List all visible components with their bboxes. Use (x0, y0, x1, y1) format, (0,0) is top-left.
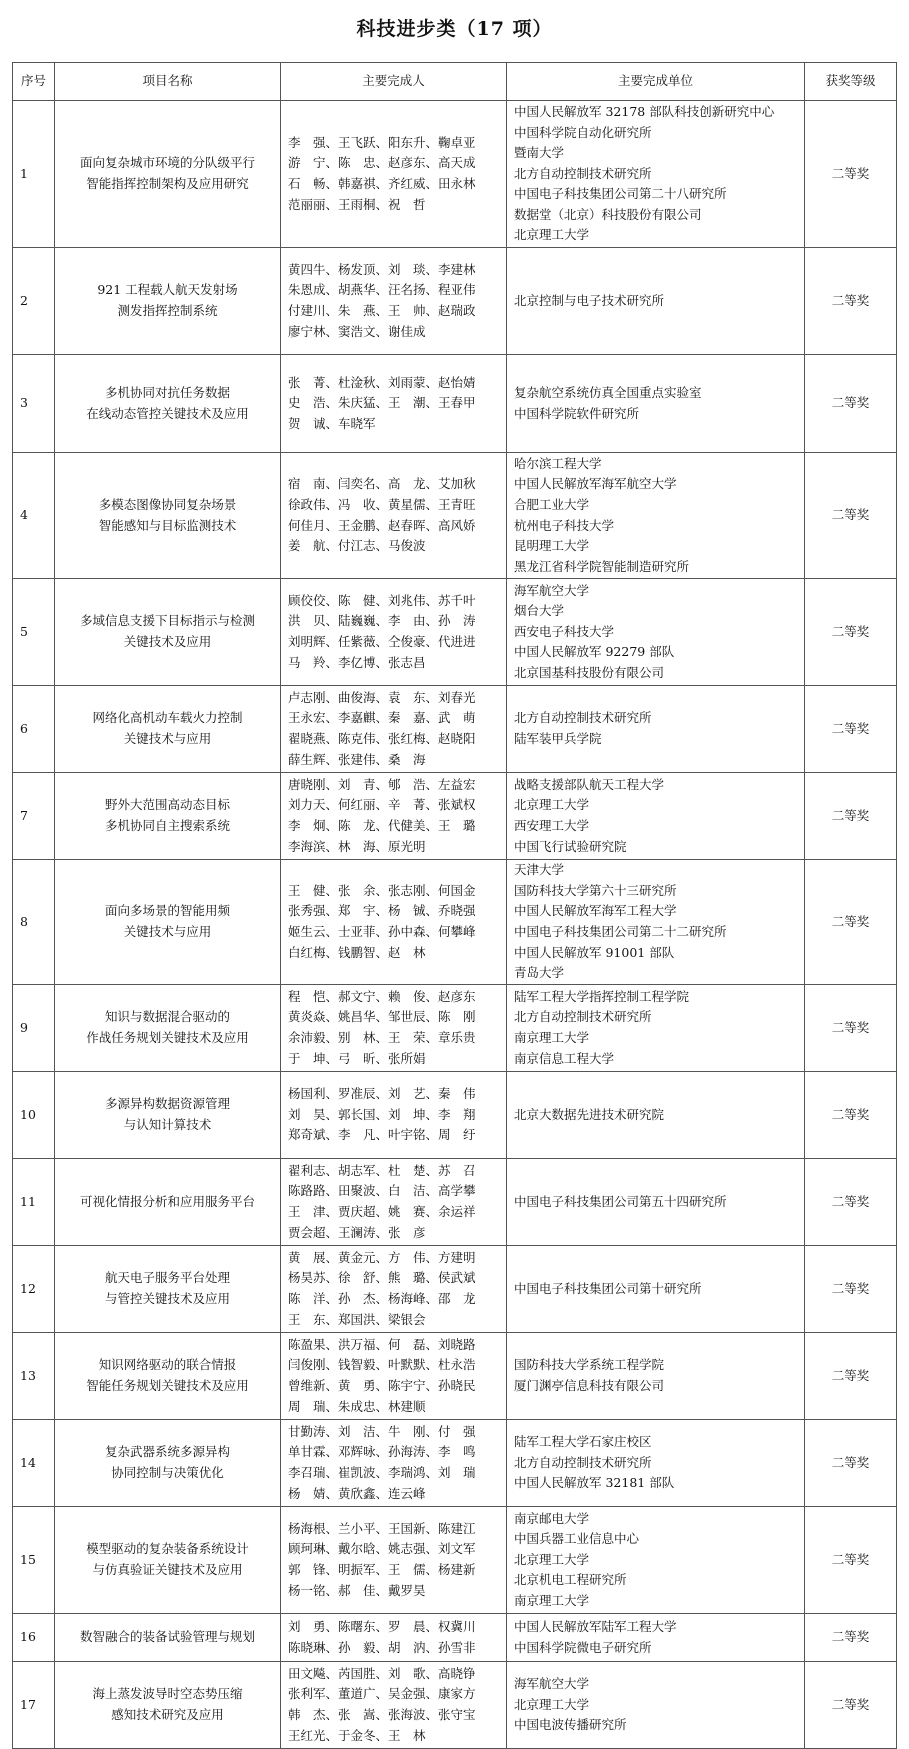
project-name-line: 测发指挥控制系统 (117, 303, 218, 318)
project-name (55, 101, 281, 248)
unit-line: 海军航空大学 (514, 1676, 590, 1692)
unit-line: 陆军工程大学指挥控制工程学院 (514, 988, 690, 1004)
project-name-line: 可视化情报分析和应用服务平台 (79, 1193, 255, 1209)
completers-line: 单甘霖、邓辉咏、孙海涛、李 鸣 (288, 1444, 476, 1460)
completers-line: 唐晓刚、刘 青、郇 浩、左益宏 (288, 776, 476, 792)
completers-line: 黄炎焱、姚昌华、邹世辰、陈 刚 (288, 1009, 476, 1025)
table-row (13, 1662, 897, 1749)
unit-line: 青岛大学 (514, 965, 565, 981)
award-level: 二等奖 (805, 1246, 897, 1333)
completers-line: 杨 婧、黄欣鑫、连云峰 (288, 1485, 426, 1501)
completers-line: 杨一铭、郝 佳、戴罗昊 (288, 1582, 426, 1598)
unit-line: 北京机电工程研究所 (514, 1572, 627, 1588)
project-name (55, 1614, 281, 1662)
completers-line: 王 津、贾庆超、姚 赛、余运祥 (288, 1204, 476, 1219)
unit-line: 中国科学院自动化研究所 (514, 124, 652, 140)
project-name-line: 多机协同对抗任务数据 (104, 384, 230, 400)
units (507, 1072, 805, 1159)
unit-line: 国防科技大学第六十三研究所 (514, 882, 677, 898)
completers-line: 贾会超、王澜涛、张 彦 (288, 1224, 426, 1240)
unit-line: 中国电子科技集团公司第二十二研究所 (514, 924, 727, 939)
completers-line: 田文飚、芮国胜、刘 歌、高晓铮 (288, 1665, 476, 1681)
award-level: 二等奖 (805, 1333, 897, 1420)
completers (281, 1614, 507, 1662)
completers-line: 白红梅、钱鹏智、赵 林 (288, 944, 426, 960)
completers-line: 王永宏、李嘉麒、秦 嘉、武 萌 (288, 710, 476, 726)
units (507, 1420, 805, 1507)
award-level: 二等奖 (805, 985, 897, 1072)
completers-line: 陈盈果、洪万福、何 磊、刘晓路 (288, 1336, 476, 1352)
table-row (13, 1614, 897, 1662)
award-level: 二等奖 (805, 1420, 897, 1507)
project-name-line: 关键技术与应用 (123, 924, 212, 939)
completers-line: 余沛毅、别 林、王 荣、章乐贵 (288, 1030, 476, 1045)
row-number: 17 (13, 1662, 55, 1749)
completers-line: 陈路路、田聚波、白 洁、高学攀 (288, 1183, 476, 1199)
table-row (13, 579, 897, 686)
unit-line: 中国人民解放军 32178 部队科技创新研究中心 (514, 103, 775, 119)
award-level: 二等奖 (805, 355, 897, 453)
header-award: 获奖等级 (805, 63, 897, 101)
units (507, 1614, 805, 1662)
row-number: 1 (13, 101, 55, 248)
unit-line: 数据堂（北京）科技股份有限公司 (514, 206, 702, 222)
units (507, 1159, 805, 1246)
units (507, 773, 805, 860)
award-level: 二等奖 (805, 1507, 897, 1614)
unit-line: 合肥工业大学 (514, 496, 590, 512)
completers-line: 史 浩、朱庆猛、王 潮、王春甲 (288, 395, 476, 411)
table-row (13, 1420, 897, 1507)
unit-line: 中国人民解放军 32181 部队 (514, 1475, 675, 1491)
completers-line: 马 羚、李亿博、张志昌 (288, 654, 426, 670)
unit-line: 南京信息工程大学 (514, 1050, 615, 1066)
unit-line: 中国科学院软件研究所 (514, 405, 640, 421)
completers (281, 579, 507, 686)
units (507, 453, 805, 579)
completers-line: 王 健、张 余、张志刚、何国金 (288, 882, 476, 898)
table-row (13, 1246, 897, 1333)
completers-line: 张利军、董道广、吴金强、康家方 (288, 1686, 476, 1702)
unit-line: 中国兵器工业信息中心 (514, 1531, 640, 1547)
unit-line: 中国电子科技集团公司第十研究所 (514, 1280, 702, 1296)
completers-line: 杨海根、兰小平、王国新、陈建江 (288, 1520, 476, 1536)
unit-line: 战略支援部队航天工程大学 (514, 776, 665, 792)
table-row (13, 101, 897, 248)
completers-line: 于 坤、弓 昕、张所娟 (288, 1050, 426, 1066)
completers-line: 郭 锋、明振军、王 儒、杨建新 (288, 1562, 476, 1577)
unit-line: 暨南大学 (514, 145, 565, 161)
project-name (55, 355, 281, 453)
row-number: 8 (13, 860, 55, 985)
completers-line: 李海滨、林 海、原光明 (288, 838, 426, 854)
unit-line: 西安理工大学 (514, 818, 590, 833)
completers-line: 徐政伟、冯 收、黄星儒、王青旺 (288, 496, 476, 512)
project-name-line: 感知技术研究及应用 (111, 1707, 224, 1722)
unit-line: 陆军工程大学石家庄校区 (514, 1434, 652, 1450)
completers-line: 李 炯、陈 龙、代健美、王 璐 (288, 818, 476, 833)
header-units: 主要完成单位 (507, 63, 805, 101)
project-name-line: 作战任务规划关键技术及应用 (86, 1030, 249, 1045)
units (507, 101, 805, 248)
unit-line: 哈尔滨工程大学 (514, 455, 602, 471)
project-name (55, 1072, 281, 1159)
page-title: 科技进步类（17 项） (356, 18, 553, 40)
header-project-name: 项目名称 (55, 63, 281, 101)
completers-line: 郑奇斌、李 凡、叶宇铭、周 纡 (288, 1127, 476, 1143)
unit-line: 北京理工大学 (514, 1696, 590, 1712)
completers-line: 刘 勇、陈曙东、罗 晨、权冀川 (288, 1618, 476, 1634)
row-number: 12 (13, 1246, 55, 1333)
project-name-line: 多源异构数据资源管理 (104, 1096, 230, 1112)
units (507, 1662, 805, 1749)
unit-line: 黑龙江省科学院智能制造研究所 (514, 558, 690, 574)
units (507, 1333, 805, 1420)
units (507, 860, 805, 985)
award-level: 二等奖 (805, 1072, 897, 1159)
project-name (55, 579, 281, 686)
completers-line: 顾珂琳、戴尔晗、姚志强、刘文军 (288, 1541, 476, 1557)
table-row (13, 773, 897, 860)
unit-line: 中国人民解放军海军航空大学 (514, 476, 677, 492)
unit-line: 北方自动控制技术研究所 (514, 165, 652, 181)
row-number: 14 (13, 1420, 55, 1507)
completers (281, 1662, 507, 1749)
project-name (55, 686, 281, 773)
award-level: 二等奖 (805, 1159, 897, 1246)
row-number: 4 (13, 453, 55, 579)
completers-line: 翟晓燕、陈克伟、张红梅、赵晓阳 (288, 731, 476, 746)
row-number: 3 (13, 355, 55, 453)
completers-line: 李 强、王飞跃、阳东升、鞠卓亚 (288, 134, 476, 150)
project-name-line: 与仿真验证关键技术及应用 (92, 1562, 243, 1577)
unit-line: 北方自动控制技术研究所 (514, 1009, 652, 1025)
project-name (55, 453, 281, 579)
completers-line: 韩 杰、张 嵩、张海波、张守宝 (288, 1707, 476, 1722)
unit-line: 中国科学院微电子研究所 (514, 1639, 652, 1655)
completers-line: 王红光、于金冬、王 林 (288, 1727, 426, 1743)
project-name-line: 复杂武器系统多源异构 (104, 1444, 230, 1460)
completers-line: 卢志刚、曲俊海、袁 东、刘春光 (288, 689, 476, 705)
completers-line: 游 宁、陈 忠、赵彦东、高天成 (288, 155, 476, 171)
row-number: 6 (13, 686, 55, 773)
award-level: 二等奖 (805, 1662, 897, 1749)
completers (281, 773, 507, 860)
project-name-line: 网络化高机动车载火力控制 (92, 710, 243, 726)
table-body (13, 101, 897, 1749)
completers (281, 248, 507, 355)
completers-line: 朱恩成、胡燕华、汪名扬、程亚伟 (288, 282, 476, 298)
completers-line: 洪 贝、陆巍巍、李 由、孙 涛 (288, 613, 476, 629)
project-name (55, 1159, 281, 1246)
project-name-line: 智能指挥控制架构及应用研究 (86, 176, 249, 191)
completers (281, 1507, 507, 1614)
completers (281, 355, 507, 453)
project-name-line: 多机协同自主搜索系统 (104, 818, 230, 833)
header-completers: 主要完成人 (281, 63, 507, 101)
project-name (55, 1507, 281, 1614)
completers-line: 李召瑞、崔凯波、李瑞鸿、刘 瑞 (288, 1465, 476, 1480)
row-number: 15 (13, 1507, 55, 1614)
award-level: 二等奖 (805, 453, 897, 579)
units (507, 985, 805, 1072)
project-name-line: 在线动态管控关键技术及应用 (86, 405, 249, 421)
completers-line: 周 瑞、朱成忠、林建顺 (288, 1398, 426, 1414)
unit-line: 天津大学 (514, 862, 565, 878)
completers-line: 付建川、朱 燕、王 帅、赵瑞政 (288, 303, 476, 318)
completers (281, 453, 507, 579)
unit-line: 中国人民解放军 92279 部队 (514, 644, 675, 660)
table-row (13, 248, 897, 355)
header-no: 序号 (13, 63, 55, 101)
project-name-line: 面向多场景的智能用频 (104, 903, 230, 919)
table-header-row (13, 63, 897, 101)
completers-line: 张秀强、郑 宇、杨 铖、乔晓强 (288, 903, 476, 919)
unit-line: 西安电子科技大学 (514, 623, 615, 639)
unit-line: 中国人民解放军陆军工程大学 (514, 1618, 677, 1634)
project-name (55, 860, 281, 985)
row-number: 9 (13, 985, 55, 1072)
completers-line: 黄四牛、杨发顶、刘 琰、李建林 (288, 261, 476, 277)
unit-line: 中国人民解放军海军工程大学 (514, 903, 677, 919)
project-name (55, 1333, 281, 1420)
completers-line: 黄 展、黄金元、方 伟、方建明 (288, 1249, 476, 1265)
completers-line: 程 恺、郝文宁、赖 俊、赵彦东 (288, 988, 476, 1004)
unit-line: 北方自动控制技术研究所 (514, 1454, 652, 1470)
completers-line: 曾维新、黄 勇、陈宇宁、孙晓民 (288, 1378, 476, 1393)
completers-line: 甘勤涛、刘 洁、牛 刚、付 强 (288, 1423, 476, 1439)
project-name-line: 野外大范围高动态目标 (104, 797, 230, 813)
row-number: 10 (13, 1072, 55, 1159)
completers-line: 翟利志、胡志军、杜 楚、苏 召 (288, 1162, 476, 1178)
project-name-line: 多域信息支援下目标指示与检测 (79, 613, 255, 629)
table-row (13, 1333, 897, 1420)
units (507, 355, 805, 453)
completers (281, 1420, 507, 1507)
project-name-line: 多模态图像协同复杂场景 (98, 496, 237, 512)
units (507, 1246, 805, 1333)
project-name-line: 航天电子服务平台处理 (104, 1270, 230, 1286)
project-name (55, 773, 281, 860)
completers-line: 范丽丽、王雨桐、祝 哲 (288, 196, 426, 212)
project-name-line: 面向复杂城市环境的分队级平行 (79, 155, 255, 171)
award-level: 二等奖 (805, 686, 897, 773)
table-row (13, 860, 897, 985)
row-number: 2 (13, 248, 55, 355)
unit-line: 南京邮电大学 (514, 1510, 590, 1526)
award-level: 二等奖 (805, 579, 897, 686)
completers (281, 985, 507, 1072)
completers-line: 王 东、郑国洪、梁银会 (288, 1311, 426, 1327)
units (507, 248, 805, 355)
unit-line: 北京理工大学 (514, 1551, 590, 1567)
completers-line: 廖宁林、窦浩文、谢佳成 (288, 323, 426, 339)
unit-line: 海军航空大学 (514, 582, 590, 598)
unit-line: 北京理工大学 (514, 797, 590, 813)
table-row (13, 985, 897, 1072)
completers-line: 张 菁、杜淦秋、刘雨蒙、赵怡婧 (288, 374, 476, 390)
completers (281, 1333, 507, 1420)
award-level: 二等奖 (805, 860, 897, 985)
completers (281, 1246, 507, 1333)
completers-line: 何佳月、王金鹏、赵春晖、高风娇 (288, 517, 476, 533)
table-row (13, 686, 897, 773)
unit-line: 昆明理工大学 (514, 538, 590, 554)
units (507, 686, 805, 773)
project-name-line: 关键技术与应用 (123, 731, 212, 746)
unit-line: 烟台大学 (514, 603, 565, 619)
row-number: 11 (13, 1159, 55, 1246)
unit-line: 中国电波传播研究所 (514, 1717, 627, 1733)
completers (281, 101, 507, 248)
project-name-line: 海上蒸发波导时空态势压缩 (92, 1686, 243, 1702)
unit-line: 北京控制与电子技术研究所 (514, 292, 665, 308)
unit-line: 中国人民解放军 91001 部队 (514, 944, 675, 960)
row-number: 13 (13, 1333, 55, 1420)
completers-line: 刘力天、何红丽、辛 菁、张斌权 (288, 797, 476, 813)
table-row (13, 1159, 897, 1246)
completers-line: 杨昊苏、徐 舒、熊 璐、侯武斌 (288, 1270, 476, 1286)
unit-line: 国防科技大学系统工程学院 (514, 1357, 665, 1373)
project-name (55, 248, 281, 355)
table-row (13, 1507, 897, 1614)
awards-table (12, 62, 897, 1749)
completers-line: 刘 昊、郭长国、刘 坤、李 翔 (288, 1106, 476, 1122)
completers-line: 闫俊刚、钱智毅、叶默默、杜永浩 (288, 1357, 476, 1373)
project-name-line: 知识网络驱动的联合情报 (98, 1357, 237, 1373)
completers (281, 1159, 507, 1246)
unit-line: 杭州电子科技大学 (514, 517, 615, 533)
project-name (55, 1420, 281, 1507)
completers-line: 顾佼佼、陈 健、刘兆伟、苏千叶 (288, 592, 476, 608)
unit-line: 南京理工大学 (514, 1592, 590, 1608)
unit-line: 陆军装甲兵学院 (514, 731, 602, 746)
completers (281, 1072, 507, 1159)
completers-line: 姬生云、士亚菲、孙中森、何攀峰 (288, 924, 476, 939)
project-name (55, 1246, 281, 1333)
table-row (13, 1072, 897, 1159)
unit-line: 中国飞行试验研究院 (514, 838, 627, 854)
project-name-line: 数智融合的装备试验管理与规划 (79, 1629, 255, 1645)
project-name-line: 协同控制与决策优化 (111, 1465, 224, 1480)
project-name-line: 智能感知与目标监测技术 (98, 517, 237, 533)
project-name-line: 模型驱动的复杂装备系统设计 (86, 1541, 249, 1557)
completers-line: 刘明辉、任紫薇、仝俊豪、代进进 (288, 634, 476, 649)
completers-line: 杨国利、罗准辰、刘 艺、秦 伟 (288, 1086, 476, 1102)
project-name-line: 知识与数据混合驱动的 (104, 1009, 230, 1025)
completers-line: 贺 诚、车晓军 (288, 415, 376, 431)
award-level: 二等奖 (805, 248, 897, 355)
row-number: 7 (13, 773, 55, 860)
table-row (13, 453, 897, 579)
unit-line: 复杂航空系统仿真全国重点实验室 (514, 384, 702, 400)
completers (281, 860, 507, 985)
completers-line: 陈 洋、孙 杰、杨海峰、邵 龙 (288, 1291, 476, 1306)
award-level: 二等奖 (805, 101, 897, 248)
unit-line: 厦门渊亭信息科技有限公司 (514, 1378, 665, 1393)
completers-line: 陈晓琳、孙 毅、胡 汭、孙雪非 (288, 1639, 476, 1655)
unit-line: 中国电子科技集团公司第五十四研究所 (514, 1193, 727, 1209)
unit-line: 北京国基科技股份有限公司 (514, 664, 665, 680)
unit-line: 北京大数据先进技术研究院 (514, 1106, 665, 1122)
project-name-line: 关键技术及应用 (123, 634, 212, 649)
completers-line: 石 畅、韩嘉祺、齐红威、田永林 (288, 176, 476, 191)
unit-line: 中国电子科技集团公司第二十八研究所 (514, 186, 727, 202)
unit-line: 北方自动控制技术研究所 (514, 710, 652, 726)
units (507, 579, 805, 686)
row-number: 5 (13, 579, 55, 686)
unit-line: 南京理工大学 (514, 1030, 590, 1045)
project-name-line: 921 工程载人航天发射场 (97, 282, 238, 298)
completers-line: 宿 南、闫奕名、高 龙、艾加秋 (288, 476, 476, 492)
completers-line: 薛生辉、张建伟、桑 海 (288, 751, 426, 767)
award-level: 二等奖 (805, 1614, 897, 1662)
project-name-line: 智能任务规划关键技术及应用 (86, 1378, 249, 1393)
completers (281, 686, 507, 773)
unit-line: 北京理工大学 (514, 227, 590, 243)
table-row (13, 355, 897, 453)
award-level: 二等奖 (805, 773, 897, 860)
project-name (55, 985, 281, 1072)
units (507, 1507, 805, 1614)
project-name-line: 与管控关键技术及应用 (104, 1291, 230, 1306)
project-name (55, 1662, 281, 1749)
row-number: 16 (13, 1614, 55, 1662)
project-name-line: 与认知计算技术 (123, 1117, 212, 1132)
completers-line: 姜 航、付江志、马俊波 (288, 538, 426, 554)
